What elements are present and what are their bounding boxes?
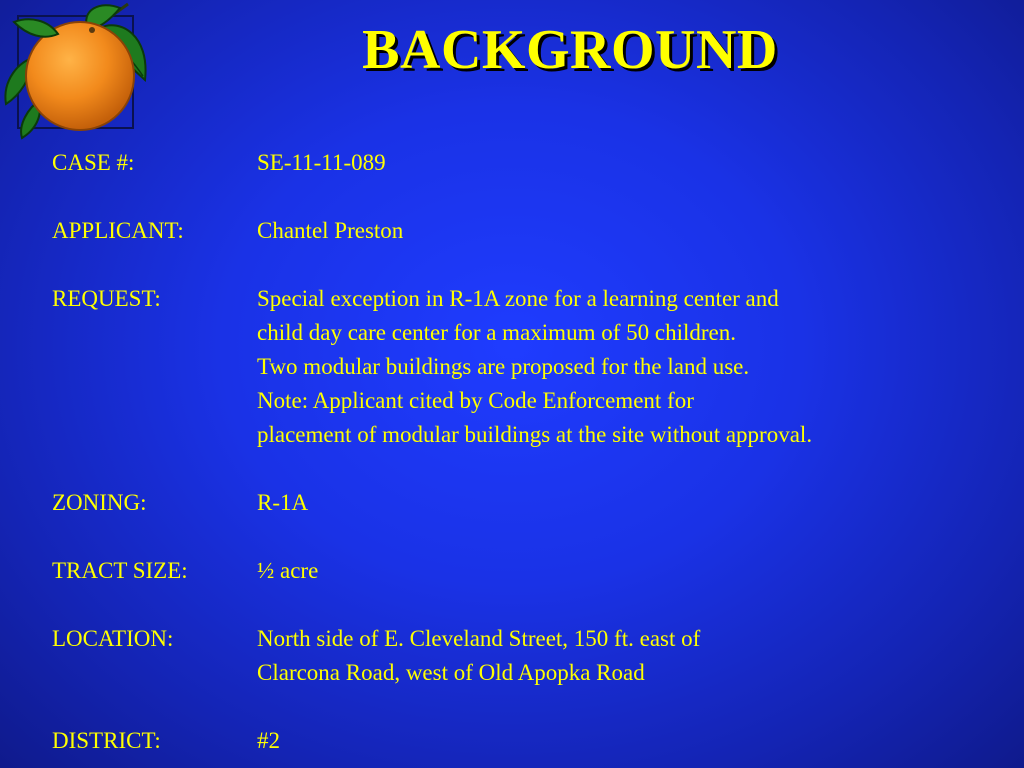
tract-size-label: TRACT SIZE: [52,558,188,583]
zoning-row [52,486,1012,520]
zoning-label: ZONING: [52,490,147,515]
applicant-row [52,214,1012,248]
request-line: child day care center for a maximum of 50 children. [257,320,736,345]
tract-size-value: ½ acre [257,558,319,583]
case-label: CASE #: [52,150,135,175]
district-row [52,724,1012,758]
request-label: REQUEST: [52,286,161,311]
location-value [257,622,1012,690]
zoning-value: R-1A [257,490,309,515]
location-label: LOCATION: [52,626,174,651]
location-row [52,622,1012,690]
page-title: BACKGROUND [362,19,778,81]
background-details [52,146,1012,758]
request-line: Note: Applicant cited by Code Enforcement for [257,388,694,413]
request-value [257,282,1012,452]
district-label: DISTRICT: [52,728,161,753]
request-line: Special exception in R-1A zone for a learning center and [257,286,779,311]
request-line: placement of modular buildings at the site without approval. [257,422,813,447]
request-row [52,282,1012,452]
location-line: North side of E. Cleveland Street, 150 ft. east of [257,626,701,651]
request-line: Two modular buildings are proposed for the land use. [257,354,750,379]
case-row [52,146,1012,180]
case-value: SE-11-11-089 [257,150,386,175]
tract-size-row [52,554,1012,588]
district-value: #2 [257,728,280,753]
location-line: Clarcona Road, west of Old Apopka Road [257,660,645,685]
applicant-label: APPLICANT: [52,218,184,243]
applicant-value: Chantel Preston [257,218,404,243]
